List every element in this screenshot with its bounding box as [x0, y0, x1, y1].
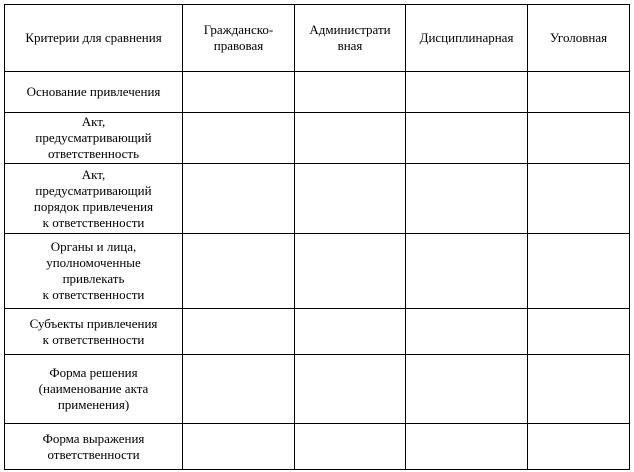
empty-cell[interactable]: [183, 72, 295, 113]
table-row: [5, 113, 630, 164]
empty-cell[interactable]: [183, 113, 295, 164]
criterion-line: уполномоченные: [46, 255, 141, 270]
header-criteria: [5, 5, 183, 72]
criterion-line: предусматривающий: [35, 182, 152, 198]
criterion-line: Органы и лица,: [50, 239, 137, 254]
table-header-row: [5, 5, 630, 72]
criterion-line: Субъекты привлечения: [29, 315, 158, 331]
empty-cell[interactable]: [406, 113, 528, 164]
header-civil-line-1: Гражданско-: [203, 22, 274, 37]
empty-cell[interactable]: [295, 72, 406, 113]
empty-cell[interactable]: [406, 72, 528, 113]
empty-cell[interactable]: [295, 234, 406, 309]
criterion-line: к ответственности: [42, 214, 145, 230]
header-criteria-label: Критерии для сравнения: [25, 30, 162, 45]
empty-cell[interactable]: [528, 234, 630, 309]
criterion-line: к ответственности: [42, 287, 145, 302]
criterion-cell: [5, 113, 183, 164]
criterion-line: Форма выражения: [42, 430, 145, 446]
empty-cell[interactable]: [406, 234, 528, 309]
empty-cell[interactable]: [295, 355, 406, 424]
table-row: [5, 72, 630, 113]
criterion-line: Акт,: [81, 166, 106, 182]
empty-cell[interactable]: [406, 355, 528, 424]
empty-cell[interactable]: [295, 113, 406, 164]
empty-cell[interactable]: [183, 355, 295, 424]
empty-cell[interactable]: [528, 164, 630, 234]
empty-cell[interactable]: [295, 424, 406, 470]
empty-cell[interactable]: [528, 113, 630, 164]
criterion-cell: [5, 72, 183, 113]
criterion-cell: [5, 424, 183, 470]
empty-cell[interactable]: [528, 72, 630, 113]
header-disciplinary-label: Дисциплинарная: [419, 30, 514, 45]
empty-cell[interactable]: [528, 309, 630, 355]
empty-cell[interactable]: [406, 424, 528, 470]
criterion-cell: [5, 355, 183, 424]
criterion-cell: [5, 309, 183, 355]
criterion-cell: [5, 164, 183, 234]
criterion-line: (наименование акта: [38, 381, 149, 396]
header-civil-line-2: правовая: [213, 38, 264, 53]
criterion-line: привлекать: [62, 271, 125, 286]
table-row: [5, 355, 630, 424]
empty-cell[interactable]: [183, 164, 295, 234]
criterion-line: предусматривающий: [35, 130, 152, 145]
table-row: [5, 309, 630, 355]
header-disciplinary: [406, 5, 528, 72]
criterion-line: Форма решения: [49, 365, 138, 380]
criterion-line: порядок привлечения: [33, 198, 154, 214]
header-criminal: [528, 5, 630, 72]
header-administrative-line-2: вная: [337, 38, 363, 53]
empty-cell[interactable]: [295, 164, 406, 234]
empty-cell[interactable]: [295, 309, 406, 355]
empty-cell[interactable]: [183, 309, 295, 355]
criterion-line: к ответственности: [42, 331, 145, 347]
table-row: [5, 234, 630, 309]
criterion-line: Основание привлечения: [26, 84, 161, 99]
table-row: [5, 164, 630, 234]
header-civil: [183, 5, 295, 72]
criterion-line: ответственность: [47, 146, 140, 161]
criterion-line: ответственности: [47, 446, 140, 462]
criterion-line: применения): [57, 397, 130, 412]
empty-cell[interactable]: [528, 424, 630, 470]
empty-cell[interactable]: [183, 234, 295, 309]
header-criminal-label: Уголовная: [549, 30, 608, 45]
empty-cell[interactable]: [406, 309, 528, 355]
empty-cell[interactable]: [183, 424, 295, 470]
empty-cell[interactable]: [528, 355, 630, 424]
header-administrative: [295, 5, 406, 72]
criterion-cell: [5, 234, 183, 309]
table-row: [5, 424, 630, 470]
empty-cell[interactable]: [406, 164, 528, 234]
header-administrative-line-1: Администрати: [309, 22, 391, 37]
criterion-line: Акт,: [81, 114, 106, 129]
comparison-table: [4, 4, 630, 470]
